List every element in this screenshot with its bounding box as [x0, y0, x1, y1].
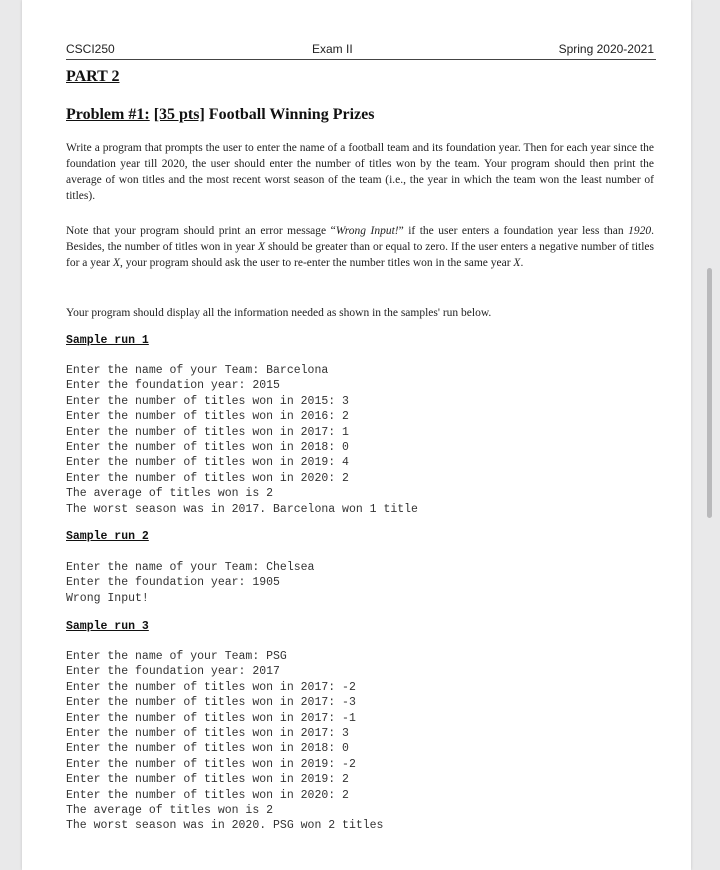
problem-points: [35 pts]: [153, 106, 205, 123]
sample-run-3-output: Enter the name of your Team: PSG Enter the foundation year: 2017 Enter the number of titles won in 2017: -2 Enter the number of titles won in 2017: -3 Enter the number of titles won in 2017: -1 Enter the number of titles won in 2017: 3 Enter the number of titles won in 2018: 0 Enter the number of titles won in 2019: -2 Enter the number of titles won in 2019: 2 Enter the number of titles won in 2020: 2 The average of titles won is 2 The worst season was in 2020. PSG won 2 titles: [66, 650, 384, 833]
error-message-text: Wrong Input!: [335, 225, 399, 237]
problem-number: Problem #1:: [66, 106, 150, 123]
problem-note: Note that your program should print an error message “Wrong Input!” if the user enters a foundation year less than 1920. Besides, the number of titles won in year X should be greater than or equal to zero. If the user enters a negative number of titles for a year X, your program should ask the user to re-enter the number titles won in the same year X.: [66, 225, 654, 269]
sample-run-1-output: Enter the name of your Team: Barcelona Enter the foundation year: 2015 Enter the number of titles won in 2015: 3 Enter the number of titles won in 2016: 2 Enter the number of titles won in 2017: 1 Enter the number of titles won in 2018: 0 Enter the number of titles won in 2019: 4 Enter the number of titles won in 2020: 2 The average of titles won is 2 The worst season was in 2017. Barcelona won 1 title: [66, 364, 418, 516]
exam-name: Exam II: [312, 42, 353, 56]
sample-run-2-title: Sample run 2: [66, 530, 149, 543]
sample-run-1-title: Sample run 1: [66, 334, 149, 347]
problem-heading: [66, 106, 374, 124]
problem-title: Football Winning Prizes: [208, 106, 375, 123]
problem-description: Write a program that prompts the user to enter the name of a football team and its foundation year. Then for each year since the foundation year till 2020, the user should enter the number of titles won by the team. Your program should then print the average of won titles and the most recent worst season of the team (i.e., the year in which the team won the least number of titles).: [66, 142, 654, 202]
part-heading: PART 2: [66, 68, 120, 85]
page-header: [66, 40, 656, 60]
sample-run-3-title: Sample run 3: [66, 620, 149, 633]
sample-run-2-output: Enter the name of your Team: Chelsea Enter the foundation year: 1905 Wrong Input!: [66, 561, 315, 605]
semester: Spring 2020-2021: [558, 42, 654, 56]
course-code: CSCI250: [66, 42, 115, 56]
scrollbar-thumb[interactable]: [707, 268, 712, 518]
display-instruction: Your program should display all the information needed as shown in the samples' run below.: [66, 307, 492, 319]
